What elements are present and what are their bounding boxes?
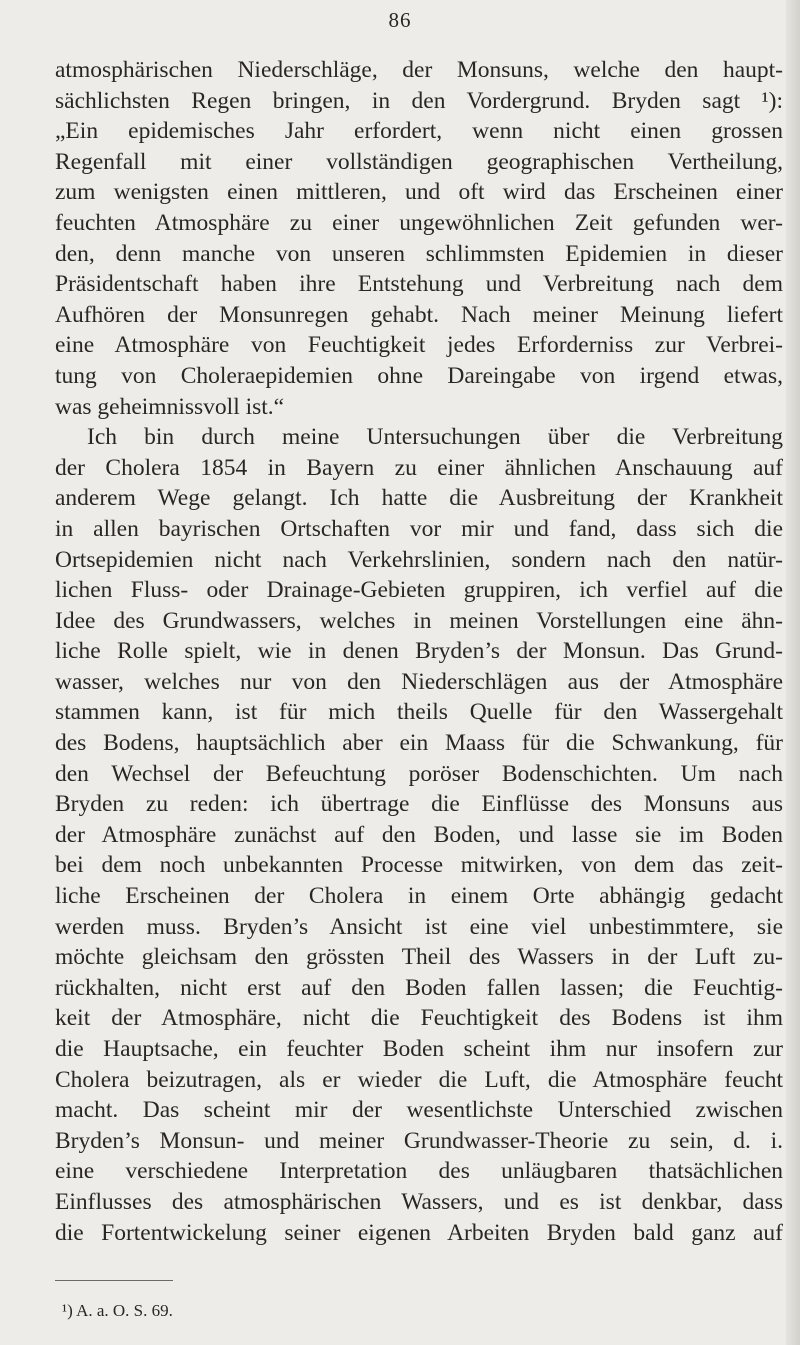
text-line: atmosphärischen Niederschläge, der Monsuns, welche den haupt-: [55, 57, 783, 83]
text-line: Einflusses des atmosphärischen Wassers, und es ist denkbar, dass: [55, 1188, 783, 1215]
text-line: in allen bayrischen Ortschaften vor mir und fand, dass sich die: [55, 515, 783, 542]
text-line: der Atmosphäre zunächst auf den Boden, und lasse sie im Boden: [55, 821, 783, 848]
text-line: Präsidentschaft haben ihre Entstehung und Verbreitung nach dem: [55, 271, 783, 298]
footnote-divider: [55, 1280, 173, 1281]
text-line: Bryden’s Monsun- und meiner Grundwasser-Theorie zu sein, d. i.: [55, 1127, 783, 1154]
text-line: stammen kann, ist für mich theils Quelle für den Wassergehalt: [55, 699, 783, 726]
text-line: lichen Fluss- oder Drainage-Gebieten gruppiren, ich verfiel auf die: [55, 577, 783, 604]
text-line: der Cholera 1854 in Bayern zu einer ähnlichen Anschauung auf: [55, 454, 783, 481]
text-line: liche Rolle spielt, wie in denen Bryden’s der Monsun. Das Grund-: [55, 638, 783, 665]
text-line: die Fortentwickelung seiner eigenen Arbeiten Bryden bald ganz auf: [55, 1219, 783, 1246]
page-number: 86: [388, 8, 412, 32]
text-line: Cholera beizutragen, als er wieder die Luft, die Atmosphäre feucht: [55, 1066, 783, 1093]
text-line: liche Erscheinen der Cholera in einem Orte abhängig gedacht: [55, 883, 783, 910]
text-line: werden muss. Bryden’s Ansicht ist eine viel unbestimmtere, sie: [55, 913, 783, 940]
text-line: den Wechsel der Befeuchtung poröser Bodenschichten. Um nach: [55, 760, 783, 787]
text-line: den, denn manche von unseren schlimmsten Epidemien in dieser: [55, 240, 783, 267]
text-line: sächlichsten Regen bringen, in den Vordergrund. Bryden sagt ¹):: [55, 87, 783, 114]
paragraph-start-line: Ich bin durch meine Untersuchungen über die Verbreitung: [87, 424, 783, 451]
text-line: „Ein epidemisches Jahr erfordert, wenn nicht einen grossen: [55, 118, 783, 145]
page-edge-shadow: [786, 0, 800, 1345]
text-line: keit der Atmosphäre, nicht die Feuchtigkeit des Bodens ist ihm: [55, 1005, 783, 1032]
text-line: wasser, welches nur von den Niederschlägen aus der Atmosphäre: [55, 668, 783, 695]
text-line: rückhalten, nicht erst auf den Boden fallen lassen; die Feuchtig-: [55, 974, 783, 1001]
text-line: die Hauptsache, ein feuchter Boden scheint ihm nur insofern zur: [55, 1036, 783, 1062]
text-line: anderem Wege gelangt. Ich hatte die Ausbreitung der Krankheit: [55, 485, 783, 512]
text-line: Idee des Grundwassers, welches in meinen Vorstellungen eine ähn-: [55, 607, 783, 634]
text-line: eine verschiedene Interpretation des unläugbaren thatsächlichen: [55, 1158, 783, 1185]
text-line: des Bodens, hauptsächlich aber ein Maass für die Schwankung, für: [55, 730, 783, 757]
text-line: Regenfall mit einer vollständigen geographischen Vertheilung,: [55, 148, 783, 175]
text-line: eine Atmosphäre von Feuchtigkeit jedes Erforderniss zur Verbrei-: [55, 332, 783, 359]
text-line: Bryden zu reden: ich übertrage die Einflüsse des Monsuns aus: [55, 791, 783, 818]
text-line: Ortsepidemien nicht nach Verkehrslinien, sondern nach den natür-: [55, 546, 783, 573]
text-line: feuchten Atmosphäre zu einer ungewöhnlichen Zeit gefunden wer-: [55, 209, 783, 236]
text-line: macht. Das scheint mir der wesentlichste Unterschied zwischen: [55, 1097, 783, 1124]
text-line: was geheimnissvoll ist.“: [55, 393, 285, 420]
body-text: [55, 55, 783, 1248]
text-line: tung von Choleraepidemien ohne Dareingabe von irgend etwas,: [55, 362, 783, 389]
text-line: zum wenigsten einen mittleren, und oft wird das Erscheinen einer: [55, 179, 783, 206]
text-line: möchte gleichsam den grössten Theil des Wassers in der Luft zu-: [55, 944, 783, 971]
text-line: Aufhören der Monsunregen gehabt. Nach meiner Meinung liefert: [55, 301, 783, 328]
text-line: bei dem noch unbekannten Processe mitwirken, von dem das zeit-: [55, 852, 783, 879]
footnote: ¹) A. a. O. S. 69.: [62, 1301, 173, 1320]
